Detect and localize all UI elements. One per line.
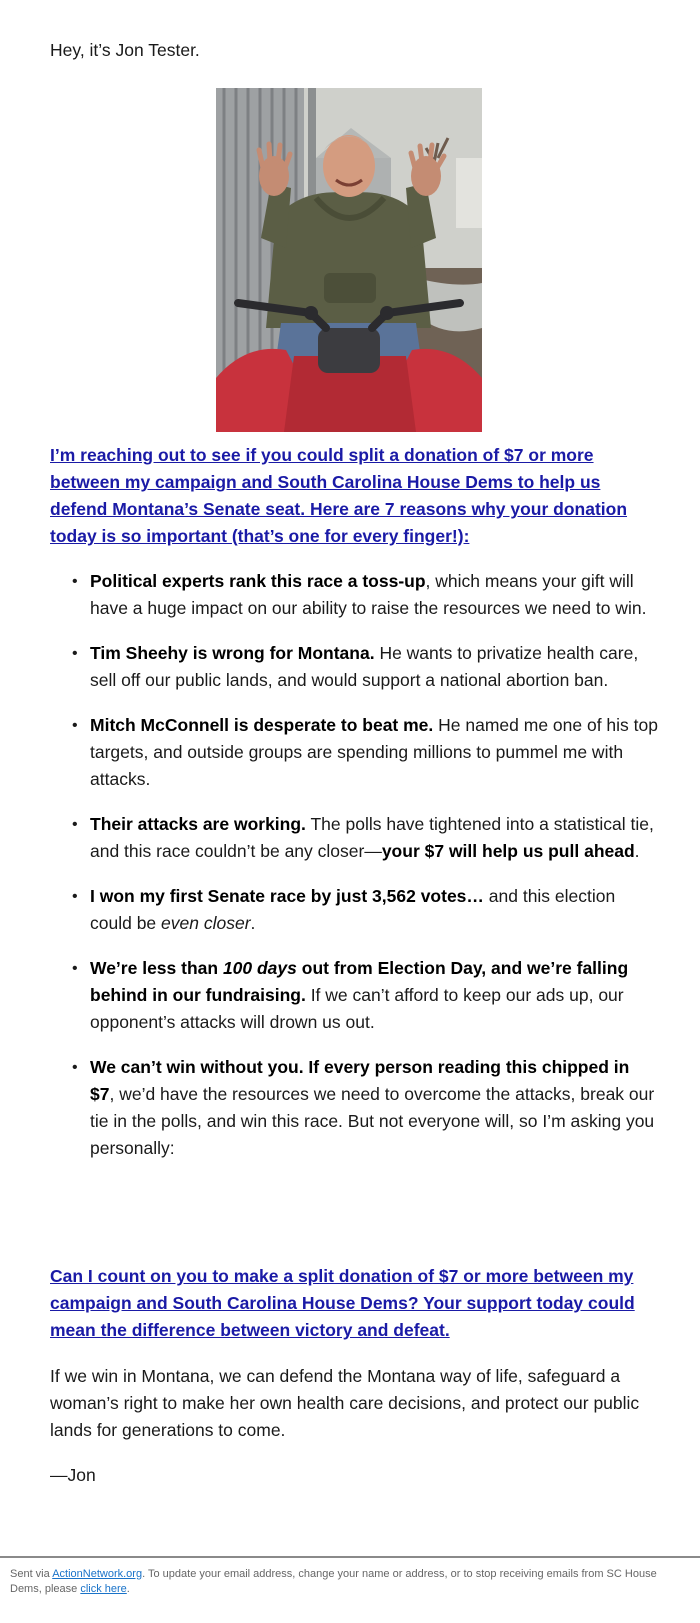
reason-text: The polls have tightened into a statistical tie, and this race couldn’t be any closer—	[90, 814, 654, 861]
reason-emphasis: even closer	[161, 913, 251, 933]
bullet-icon: •	[72, 1059, 78, 1076]
split-donation-cta-link[interactable]: Can I count on you to make a split donation of $7 or more between my campaign and South Carolina House Dems? Your support today could mean the difference between victory and defeat.	[50, 1266, 635, 1340]
reason-highlight: Political experts rank this race a toss-up	[90, 571, 426, 591]
reason-text: He named me one of his top targets, and outside groups are spending millions to pummel me with attacks.	[90, 715, 658, 789]
reason-highlight-2: out from Election Day, and we’re falling behind in our fundraising.	[90, 958, 629, 1005]
closing-paragraph: If we win in Montana, we can defend the Montana way of life, safeguard a woman’s right to make her own health care decisions, and protect our public lands for generations to come.	[50, 1366, 640, 1440]
footer-text: . To update your email address, change your name or address, or to stop receiving emails from SC House Dems, please	[10, 1568, 657, 1595]
unsubscribe-link[interactable]: click here	[80, 1583, 127, 1595]
list-item	[72, 955, 658, 1036]
reason-text-end: .	[250, 913, 256, 933]
bullet-icon: •	[72, 960, 78, 977]
reason-emphasis: 100 days	[222, 958, 297, 978]
reason-highlight: We’re less than	[90, 958, 223, 978]
reason-text: If we can’t afford to keep our ads up, our opponent’s attacks will drown us out.	[90, 985, 624, 1032]
reason-text-end: .	[634, 841, 640, 861]
hero-photo	[216, 88, 482, 432]
list-item	[72, 712, 658, 793]
list-item	[72, 1054, 658, 1162]
reason-text: , which means your gift will have a huge impact on our ability to raise the resources we need to win.	[90, 571, 647, 618]
signoff: —Jon	[50, 1465, 96, 1485]
list-item	[72, 640, 658, 694]
list-item	[72, 883, 658, 937]
reason-highlight: Tim Sheehy is wrong for Montana.	[90, 643, 375, 663]
greeting: Hey, it’s Jon Tester.	[50, 40, 200, 60]
footer-divider	[0, 1556, 700, 1558]
reasons-list	[50, 568, 658, 1180]
donation-split-link[interactable]: I’m reaching out to see if you could split a donation of $7 or more between my campaign and South Carolina House Dems to help us defend Montana’s Senate seat. Here are 7 reasons why your donation today is so important (that’s one for every finger!):	[50, 445, 628, 546]
reason-text: , we’d have the resources we need to overcome the attacks, break our tie in the polls, and win this race. But not everyone will, so I’m asking you personally:	[90, 1084, 655, 1158]
reason-text: He wants to privatize health care, sell off our public lands, and would support a national abortion ban.	[90, 643, 639, 690]
bullet-icon: •	[72, 573, 78, 590]
reason-highlight-2: your $7 will help us pull ahead	[381, 841, 635, 861]
list-item	[72, 568, 658, 622]
footer-text: .	[126, 1583, 130, 1595]
list-item	[72, 811, 658, 865]
reason-highlight: I won my first Senate race by just 3,562 votes…	[90, 886, 484, 906]
hero-photo-illustration	[216, 88, 482, 432]
footer-text: Sent via	[10, 1568, 53, 1580]
bullet-icon: •	[72, 645, 78, 662]
footer	[10, 1567, 670, 1597]
reason-highlight: We can’t win without you. If every person reading this chipped in $7	[90, 1057, 630, 1104]
reason-text: and this election could be	[90, 886, 616, 933]
bullet-icon: •	[72, 888, 78, 905]
bullet-icon: •	[72, 717, 78, 734]
reason-highlight: Their attacks are working.	[90, 814, 306, 834]
reason-highlight: Mitch McConnell is desperate to beat me.	[90, 715, 434, 735]
bullet-icon: •	[72, 816, 78, 833]
actionnetwork-link[interactable]: ActionNetwork.org	[52, 1568, 143, 1580]
